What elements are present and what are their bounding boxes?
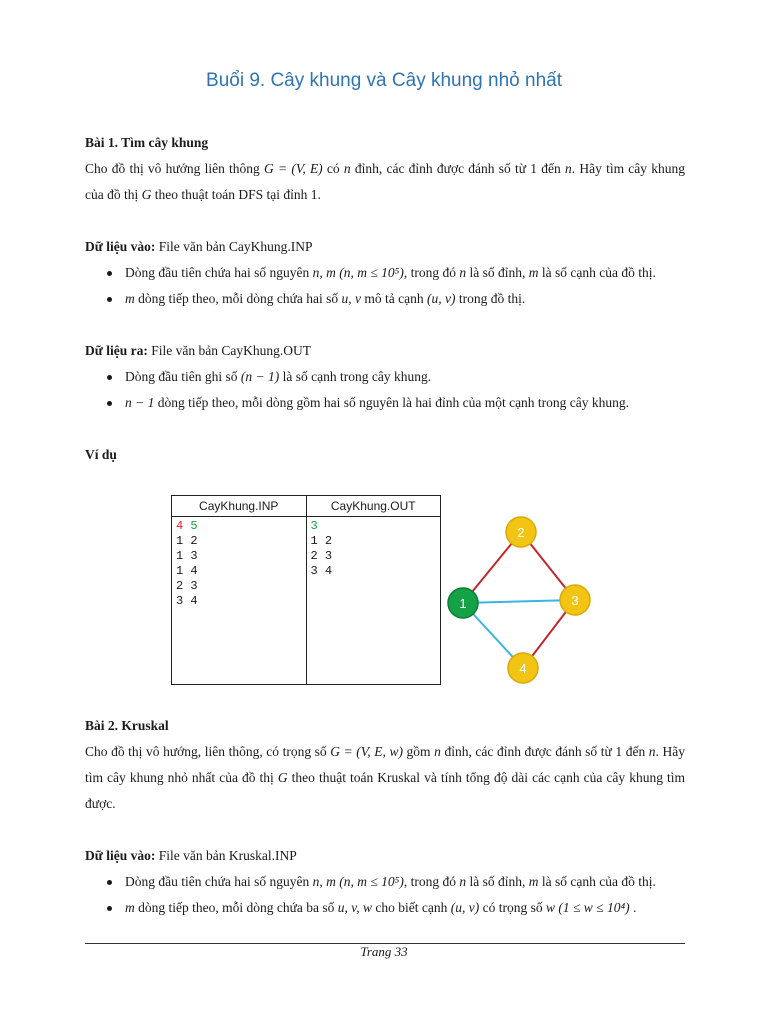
page-number: Trang 33 bbox=[360, 944, 408, 959]
output-row: 2 3 bbox=[310, 549, 333, 563]
edge-1-3 bbox=[463, 600, 575, 603]
col-header-input: CayKhung.INP bbox=[172, 496, 307, 516]
bai1-output-list bbox=[85, 364, 685, 416]
list-item: Dòng đầu tiên chứa hai số nguyên n, m (n, m ≤ 10⁵), trong đó n là số đỉnh, m là số cạnh của đồ thị. bbox=[85, 260, 685, 286]
input-row: 1 4 bbox=[176, 564, 198, 578]
example-table-body bbox=[172, 517, 440, 684]
svg-text:2: 2 bbox=[517, 525, 525, 540]
bai1-heading: Bài 1. Tìm cây khung bbox=[85, 135, 209, 150]
page-title: Buổi 9. Cây khung và Cây khung nhỏ nhất bbox=[206, 70, 562, 91]
graph-node-2 bbox=[506, 517, 536, 547]
example-table-header bbox=[172, 496, 440, 517]
bai1-input-list bbox=[85, 260, 685, 312]
bai1-section bbox=[85, 130, 685, 468]
input-row: 1 3 bbox=[176, 549, 198, 563]
list-item: Dòng đầu tiên ghi số (n − 1) là số cạnh trong cây khung. bbox=[85, 364, 685, 390]
svg-text:4: 4 bbox=[519, 661, 527, 676]
input-row: 1 2 bbox=[176, 534, 198, 548]
list-item: Dòng đầu tiên chứa hai số nguyên n, m (n, m ≤ 10⁵), trong đó n là số đỉnh, m là số cạnh của đồ thị. bbox=[85, 869, 685, 895]
input-n: 4 bbox=[176, 519, 184, 533]
bai2-heading: Bài 2. Kruskal bbox=[85, 718, 169, 733]
output-row: 3 4 bbox=[310, 564, 333, 578]
bai2-section bbox=[85, 713, 685, 921]
graph-node-1 bbox=[448, 588, 478, 618]
example-heading: Ví dụ bbox=[85, 447, 117, 462]
bai1-input-line: Dữ liệu vào: File văn bản CayKhung.INP bbox=[85, 239, 313, 254]
col-header-output: CayKhung.OUT bbox=[330, 499, 416, 513]
svg-text:3: 3 bbox=[571, 593, 579, 608]
bai1-intro: Cho đồ thị vô hướng liên thông G = (V, E) có n đỉnh, các đỉnh được đánh số từ 1 đến n. Hãy tìm cây khung của đồ thị G theo thuật toán DFS tại đỉnh 1. bbox=[85, 161, 685, 202]
graph-node-4 bbox=[508, 653, 538, 683]
bai1-output-line: Dữ liệu ra: File văn bản CayKhung.OUT bbox=[85, 343, 311, 358]
example-table bbox=[171, 495, 441, 685]
output-count: 3 bbox=[310, 519, 318, 533]
output-row: 1 2 bbox=[310, 534, 333, 548]
input-row: 3 4 bbox=[176, 594, 198, 608]
example-graph bbox=[445, 510, 605, 685]
list-item: n − 1 dòng tiếp theo, mỗi dòng gồm hai số nguyên là hai đỉnh của một cạnh trong cây khung. bbox=[85, 390, 685, 416]
list-item: m dòng tiếp theo, mỗi dòng chứa ba số u, v, w cho biết cạnh (u, v) có trọng số w (1 ≤ w ≤ 10⁴) . bbox=[85, 895, 685, 921]
input-column bbox=[172, 517, 307, 684]
bai2-input-list bbox=[85, 869, 685, 921]
bai2-intro: Cho đồ thị vô hướng, liên thông, có trọng số G = (V, E, w) gồm n đỉnh, các đỉnh được đánh số từ 1 đến n. Hãy tìm cây khung nhỏ nhất của đồ thị G theo thuật toán Kruskal và tính tổng độ dài các cạnh của cây khung tìm được. bbox=[85, 744, 686, 811]
input-row: 2 3 bbox=[176, 579, 198, 593]
bai2-input-line: Dữ liệu vào: File văn bản Kruskal.INP bbox=[85, 848, 297, 863]
output-column bbox=[307, 517, 441, 684]
svg-text:1: 1 bbox=[459, 596, 467, 611]
graph-node-3 bbox=[560, 585, 590, 615]
input-m: 5 bbox=[190, 519, 198, 533]
list-item: m dòng tiếp theo, mỗi dòng chứa hai số u, v mô tả cạnh (u, v) trong đồ thị. bbox=[85, 286, 685, 312]
